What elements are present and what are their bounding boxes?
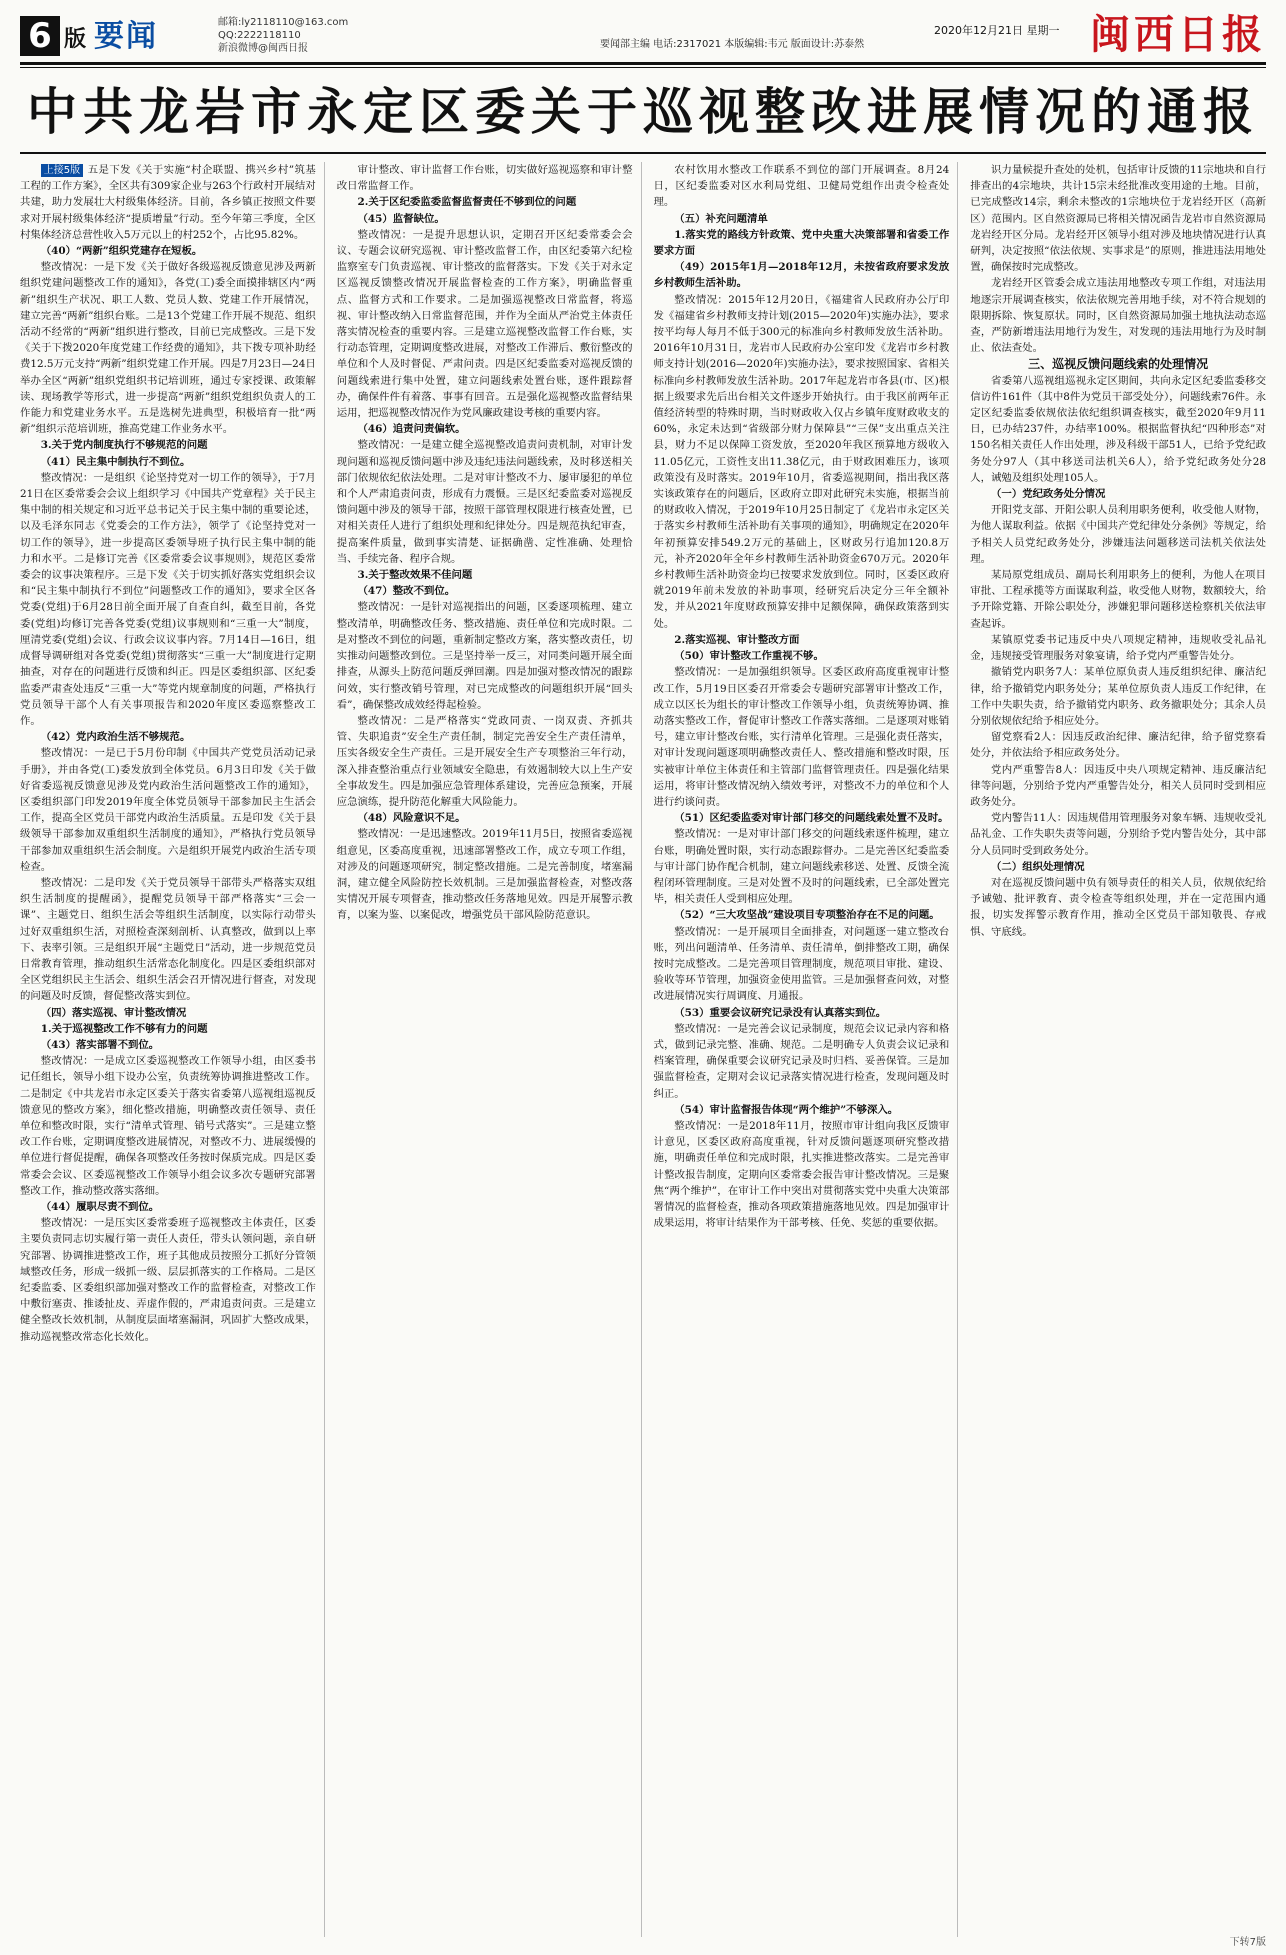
subheading: （二）组织处理情况 bbox=[991, 860, 1085, 873]
page-number: 6 bbox=[20, 16, 60, 56]
paragraph: 整改情况：一是针对巡视指出的问题，区委逐项梳理、建立整改清单，明确整改任务、整改措施、责任单位和完成时限。二是对整改不到位的问题，重新制定整改方案，落实整改责任，切实推动问题整改到位。三是坚持举一反三，对同类问题开展全面排查，从源头上防范问题反弹回潮。四是加强对整改情况的跟踪问效，实行整改销号管理，对已完成整改的问题组织开展“回头看”，确保整改成效经得起检验。 bbox=[336, 601, 633, 711]
subheading: 2.落实巡视、审计整改方面 bbox=[674, 633, 800, 646]
subheading: （四）落实巡视、审计整改情况 bbox=[40, 1006, 187, 1019]
continued-note: 下转7版 bbox=[1229, 1937, 1266, 1948]
continued-from-tag: 上接5版 bbox=[41, 164, 83, 177]
headline: 中共龙岩市永定区委关于巡视整改进展情况的通报 bbox=[27, 83, 1259, 141]
subheading: （54）审计监督报告体现“两个维护”不够深入。 bbox=[674, 1103, 899, 1116]
paragraph: 对在巡视反馈问题中负有领导责任的相关人员，依规依纪给予诫勉、批评教育、责令检查等组织处理，并在一定范围内通报，切实发挥警示教育作用，推动全区党员干部知敬畏、存戒惧、守底线。 bbox=[970, 876, 1266, 938]
paragraph: 审计整改、审计监督工作台账，切实做好巡视巡察和审计整改日常监督工作。 bbox=[336, 164, 633, 193]
issue-date: 2020年12月21日 星期一 bbox=[934, 24, 1060, 37]
page-suffix: 版 bbox=[64, 27, 87, 52]
header-rule bbox=[20, 62, 1266, 65]
subheading: （41）民主集中制执行不到位。 bbox=[40, 455, 191, 468]
subheading: （一）党纪政务处分情况 bbox=[991, 488, 1106, 501]
paragraph: 整改情况：一是对审计部门移交的问题线索逐件梳理，建立台账，明确处置时限，实行动态跟踪督办。二是完善区纪委监委与审计部门协作配合机制，建立问题线索移送、处置、反馈全流程闭环管理制度。三是对处置不及时的问题线索，已全部处置完毕，相关责任人受到相应处理。 bbox=[653, 828, 950, 906]
subheading: （52）“三大攻坚战”建设项目专项整治存在不足的问题。 bbox=[674, 909, 940, 922]
subheading: （45）监督缺位。 bbox=[357, 212, 445, 225]
subheading: （42）党内政治生活不够规范。 bbox=[40, 731, 191, 744]
subheading: （48）风险意识不足。 bbox=[357, 812, 466, 825]
paragraph: 整改情况：2015年12月20日，《福建省人民政府办公厅印发《福建省乡村教师支持计划(2015—2020年)实施办法》，要求按平均每人每月不低于300元的标准向乡村教师发放生活补助。2016年10月31日，龙岩市人民政府办公室印发《龙岩市乡村教师支持计划(2016—2020年)实施办法》，要求按照国家、省相关标准向乡村教师发放生活补助。2017年起龙岩市各县(市、区)根据上级要求先后出台相关文件逐步开始执行。由于我区前两年正值经济转型的特殊时期，当时财政收入仅占乡镇年度财政收支的60%，永定未达到“省级部分财力保障县”“三保”支出重点关注县，财力不足以保障工资发放，至2020年我区预算地方级收入11.05亿元，工资性支出11.38亿元，由于财政困难压力，该项政策没有及时落实。2019年10月，省委巡视期间，指出我区落实该政策存在的问题后，区政府立即对此研究未实施，根据当前的财政收入情况，于2019年10月25日制定了《龙岩市永定区关于落实乡村教师生活补助有关事项的通知》，明确规定在2020年年初预算安排549.2万元的基础上，区财政另行追加120.8万元，补齐2020年全年乡村教师生活补助资金670万元。2020年乡村教师生活补助资金均已按要求发放到位。同时，区委区政府就2019年前未发放的补助事项，经研究后决定分三年全额补发，并从2021年度财政预算安排中足额保障，确保政策落到实处。 bbox=[653, 293, 950, 630]
part-heading: 三、巡视反馈问题线索的处理情况 bbox=[1028, 357, 1209, 372]
paragraph: 龙岩经开区管委会成立违法用地整改专项工作组，对违法用地逐宗开展调查核实，依法依规完善用地手续，对不符合规划的限期拆除、恢复原状。同时，区自然资源局加强土地执法动态巡查，严防新增违法用地行为发生，对发现的违法用地行为及时制止、依法查处。 bbox=[970, 277, 1266, 355]
article-column-2 bbox=[337, 162, 642, 1937]
paragraph: 整改情况：二是严格落实“党政同责、一岗双责、齐抓共管、失职追责”安全生产责任制，制定完善安全生产责任清单，压实各级安全生产责任。三是开展安全生产专项整治三年行动，深入排查整治重点行业领域安全隐患，有效遏制较大以上生产安全事故发生。四是加强应急管理体系建设，完善应急预案，开展应急演练，提升防范化解重大风险能力。 bbox=[336, 714, 633, 808]
paragraph: 整改情况：一是提升思想认识，定期召开区纪委常委会会议、专题会议研究巡视、审计整改监督工作，由区纪委第六纪检监察室专门负责巡视、审计整改的监督落实。下发《关于对永定区巡视反馈整改情况开展监督检查的工作方案》，明确监督重点、监督方式和工作要求。二是加强巡视整改日常监督，将巡视、审计整改纳入日常监督范围，并作为全面从严治党主体责任落实情况检查的重要内容。三是建立巡视整改监督工作台账，实行动态管理，定期调度整改进展，对整改工作滞后、敷衍整改的单位和个人及时督促、严肃问责。四是区纪委监委对巡视反馈的问题线索进行集中处置，建立问题线索处置台账，逐件跟踪督办，确保件件有着落、事事有回音。五是强化巡视整改监督结果运用，把巡视整改情况作为党风廉政建设考核的重要内容。 bbox=[336, 228, 633, 420]
subheading: （46）追责问责偏软。 bbox=[357, 423, 466, 436]
subheading: （43）落实部署不到位。 bbox=[40, 1038, 160, 1051]
paragraph: 整改情况：一是建立健全巡视整改追责问责机制，对审计发现问题和巡视反馈问题中涉及违纪违法问题线索，及时移送相关部门依规依纪依法处理。二是对审计整改不力、屡审屡犯的单位和个人严肃追责问责，形成有力震慑。三是区纪委监委对巡视反馈问题中涉及的领导干部，按照干部管理权限进行核查处置，已对相关责任人进行了组织处理和纪律处分。四是规范执纪审查，提高案件质量，做到事实清楚、证据确凿、定性准确、处理恰当、手续完备、程序合规。 bbox=[336, 439, 633, 565]
paragraph: 识力量候提升查处的处机，包括审计反馈的11宗地块和自行排查出的4宗地块，共计15宗未经批准改变用途的土地。目前，已完成整改14宗，剩余未整改的1宗地块位于龙岩经开区（高新区）范围内。区自然资源局已将相关情况函告龙岩市自然资源局龙岩经开区分局。龙岩经开区领导小组对涉及地块情况进行认真研判，决定按照“依法依规、实事求是”的原则，推进违法用地处置，确保按时完成整改。 bbox=[970, 164, 1266, 274]
subheading: （51）区纪委监委对审计部门移交的问题线索处置不及时。 bbox=[674, 812, 949, 825]
paragraph: 整改情况：一是迅速整改。2019年11月5日，按照省委巡视组意见，区委高度重视，迅速部署整改工作，成立专项工作组，对涉及的问题逐项研究，制定整改措施。二是完善制度，堵塞漏洞，建立健全风险防控长效机制。三是加强监督检查，对整改落实情况开展专项督查，推动整改任务落地见效。四是开展警示教育，以案为鉴、以案促改，增强党员干部风险防范意识。 bbox=[336, 828, 633, 922]
paragraph: 整改情况：一是成立区委巡视整改工作领导小组，由区委书记任组长，领导小组下设办公室，负责统筹协调推进整改工作。二是制定《中共龙岩市永定区委关于落实省委第八巡视组巡视反馈意见的整改方案》，细化整改措施，明确整改责任领导、责任单位和整改时限，实行“清单式管理、销号式落实”。三是建立整改工作台账，定期调度整改进展情况，对整改不力、进展缓慢的单位进行督促提醒，确保各项整改任务按时保质完成。四是区委常委会会议、区委巡视整改工作领导小组会议多次专题研究部署整改工作，推动整改落实落细。 bbox=[20, 1055, 316, 1197]
paragraph: 整改情况：二是印发《关于党员领导干部带头严格落实双组织生活制度的提醒函》，提醒党员领导干部严格落实“三会一课”、主题党日、组织生活会等组织生活制度，以实际行动带头过好双重组织生活，对照检查深刻剖析、认真整改，做到以上率下、表率引领。三是组织开展“主题党日”活动，进一步规范党员日常教育管理，推动组织生活常态化制度化。四是区委组织部对全区党组织民主生活会、组织生活会召开情况进行督查，对发现的问题及时反馈，督促整改落实到位。 bbox=[20, 876, 316, 1003]
paragraph: 党内严重警告8人：因违反中央八项规定精神、违反廉洁纪律等问题，分别给予党内严重警告处分，相关人员同时受到相应政务处分。 bbox=[970, 763, 1266, 808]
subheading: 1.关于巡视整改工作不够有力的问题 bbox=[40, 1022, 208, 1035]
paragraph: 党内警告11人：因违规借用管理服务对象车辆、违规收受礼品礼金、工作失职失责等问题，分别给予党内警告处分，其中部分人员同时受到政务处分。 bbox=[970, 812, 1266, 857]
header-rule-thin bbox=[20, 67, 1266, 68]
paragraph: 整改情况：一是开展项目全面排查，对问题逐一建立整改台账，列出问题清单、任务清单、责任清单，倒排整改工期，确保按时完成整改。二是完善项目管理制度，规范项目审批、建设、验收等环节管理，加强资金使用监管。三是加强督查问效，对整改进展情况实行周调度、月通报。 bbox=[653, 925, 950, 1003]
article-column-4 bbox=[970, 162, 1266, 1937]
subheading: （53）重要会议研究记录没有认真落实到位。 bbox=[674, 1006, 887, 1019]
paragraph: 整改情况：一是2018年11月，按照市审计组向我区反馈审计意见，区委区政府高度重视，针对反馈问题逐项研究整改措施，明确责任单位和完成时限，扎实推进整改落实。二是完善审计整改报告制度，定期向区委常委会报告审计整改情况。三是聚焦“两个维护”，在审计工作中突出对贯彻落实党中央重大决策部署情况的监督检查，推动各项政策措施落地见效。四是加强审计成果运用，将审计结果作为干部考核、任免、奖惩的重要依据。 bbox=[653, 1119, 950, 1230]
subheading: 1.落实党的路线方针政策、党中央重大决策部署和省委工作要求方面 bbox=[653, 228, 950, 258]
contact-info: 邮箱:ly2118110@163.com QQ:2222118110 新浪微博@闽西日报 bbox=[218, 17, 349, 54]
headline-rule bbox=[20, 152, 1266, 154]
paragraph: 农村饮用水整改工作联系不到位的部门开展调查。8月24日，区纪委监委对区水利局党组、卫健局党组作出责令检查处理。 bbox=[653, 164, 950, 209]
section-title: 要闻 bbox=[94, 19, 158, 54]
paragraph: 省委第八巡视组巡视永定区期间，共向永定区纪委监委移交信访件161件（其中8件为党员干部受处分），问题线索76件。永定区纪委监委依规依法依纪组织调查核实，截至2020年9月11日，已办结237件，办结率100%。根据监督执纪“四种形态”对150名相关责任人作出处理，涉及科级干部51人，已给予党纪政务处分97人（其中移送司法机关6人），给予党纪政务处分28人，诫勉及组织处理105人。 bbox=[970, 374, 1266, 484]
article-columns bbox=[20, 162, 1266, 1937]
subheading: （五）补充问题清单 bbox=[674, 212, 768, 225]
subheading: 2.关于区纪委监委监督监督责任不够到位的问题 bbox=[357, 196, 577, 209]
subheading: 3.关于整改效果不佳问题 bbox=[357, 569, 473, 582]
subheading: （47）整改不到位。 bbox=[357, 585, 456, 598]
subheading: （40）“两新”组织党建存在短板。 bbox=[40, 245, 203, 258]
paragraph: 撤销党内职务7人：某单位原负责人违反组织纪律、廉洁纪律，给予撤销党内职务处分；某单位原负责人违反工作纪律，在工作中失职失责，给予撤销党内职务、政务撤职处分；其余人员分别依规依纪给予相应处分。 bbox=[970, 666, 1266, 727]
newspaper-logo: 闽西日报 bbox=[1090, 11, 1266, 58]
subheading: （49）2015年1月—2018年12月，未按省政府要求发放乡村教师生活补助。 bbox=[653, 261, 950, 290]
page-header bbox=[20, 11, 1266, 60]
subheading: （50）审计整改工作重视不够。 bbox=[674, 650, 824, 663]
article-column-3 bbox=[654, 162, 959, 1937]
paragraph: 某镇原党委书记违反中央八项规定精神，违规收受礼品礼金，违规接受管理服务对象宴请，给予党内严重警告处分。 bbox=[970, 633, 1266, 663]
paragraph: 整改情况：一是下发《关于做好各级巡视反馈意见涉及两新组织党建问题整改工作的通知》，各党(工)委全面摸排辖区内“两新”组织生产状况、职工人数、党员人数、党建工作开展情况，建立完善“两新”组织台账。二是13个党建工作开展不规范、组织活动不经常的“两新”组织进行整改，目前已完成整改。三是下发《关于下拨2020年度党建工作经费的通知》，共下拨专项补助经费12.5万元支持“两新”组织党建工作开展。四是7月23日—24日举办全区“两新”组织党组织书记培训班，通过专家授课、政策解读、现场教学等形式，进一步提高“两新”组织党组织负责人的工作能力和党建业务水平。五是选树先进典型，积极培育一批“两新”组织示范培训班，推高党建工作业务水平。 bbox=[20, 261, 316, 436]
article-column-1 bbox=[20, 162, 325, 1937]
subheading: 3.关于党内制度执行不够规范的问题 bbox=[40, 439, 208, 452]
paragraph: 整改情况：一是已于5月份印制《中国共产党党员活动记录手册》，并由各党(工)委发放到全体党员。6月3日印发《关于做好省委巡视反馈意见涉及党内政治生活问题整改工作的通知》，区委组织部门印发2019年度全体党员领导干部参加民主生活会工作，提高全区党员干部党内政治生活质量。五是印发《关于县级领导干部参加双重组织生活制度的通知》，严格执行党员领导干部参加双重组织生活会制度。六是组织开展党内政治生活专项检查。 bbox=[20, 747, 316, 873]
paragraph: 开阳党支部、开阳公职人员利用职务便利，收受他人财物，为他人谋取利益。依据《中国共产党纪律处分条例》等规定，给予相关人员党纪政务处分，涉嫌违法问题移送司法机关依法处理。 bbox=[970, 504, 1266, 565]
paragraph: 整改情况：一是组织《论坚持党对一切工作的领导》，于7月21日在区委常委会会议上组织学习《中国共产党章程》关于民主集中制的相关规定和习近平总书记关于民主集中制的重要论述，以及毛泽东同志《党委会的工作方法》，领学了《论坚持党对一切工作的领导》，进一步提高区委领导班子执行民主集中制的能力和水平。二是修订完善《区委常委会议事规则》，规范区委常委会的议事决策程序。三是下发《关于切实抓好落实党组织会议和“民主集中制执行不到位”问题整改工作的通知》，要求全区各党委(党组)于6月28日前全面开展了自查自纠，截至目前，各党委(党组)均修订完善各党委(党组)议事规则和“三重一大”制度，厘清党委(党组)会议、行政会议议事内容。7月14日—16日，组成督导调研组对各党委(党组)贯彻落实“三重一大”制度进行定期抽查，对存在的问题进行反馈和纠正。四是区委组织部、区纪委监委严肃查处违反“三重一大”等党内规章制度的问题，严格执行党员领导干部个人有关事项报告和2020年度区委巡察整改工作。 bbox=[20, 471, 316, 727]
paragraph: 整改情况：一是压实区委常委班子巡视整改主体责任，区委主要负责同志切实履行第一责任人责任，带头认领问题，亲自研究部署、协调推进整改工作，班子其他成员按照分工抓好分管领域整改任务，形成一级抓一级、层层抓落实的工作格局。二是区纪委监委、区委组织部加强对整改工作的监督检查，对整改工作中敷衍塞责、推诿扯皮、弄虚作假的，严肃追责问责。三是建立健全整改长效机制，从制度层面堵塞漏洞，巩固扩大整改成果，推动巡视整改常态化长效化。 bbox=[20, 1217, 316, 1343]
paragraph: 整改情况：一是完善会议记录制度，规范会议记录内容和格式，做到记录完整、准确、规范。二是明确专人负责会议记录和档案管理，确保重要会议研究记录及时归档、妥善保管。三是加强监督检查，定期对会议记录落实情况进行检查，发现问题及时纠正。 bbox=[653, 1022, 950, 1100]
paragraph: 整改情况：一是加强组织领导。区委区政府高度重视审计整改工作，5月19日区委召开常委会专题研究部署审计整改工作，成立以区长为组长的审计整改工作领导小组，负责统筹协调、推动落实整改工作，督促审计整改工作落实落细。二是逐项对账销号，建立审计整改台账，实行清单化管理。三是强化责任落实，对审计发现问题逐项明确整改责任人、整改措施和整改时限，压实被审计单位主体责任和主管部门监督管理责任。四是强化结果运用，将审计整改情况纳入绩效考评，对整改不力的单位和个人进行约谈问责。 bbox=[653, 666, 950, 808]
paragraph: 留党察看2人：因违反政治纪律、廉洁纪律，给予留党察看处分，并依法给予相应政务处分。 bbox=[970, 731, 1266, 760]
subheading: （44）履职尽责不到位。 bbox=[40, 1201, 160, 1213]
paragraph: 上接5版 五是下发《关于实施“村企联盟、携兴乡村”筑基工程的工作方案》，全区共有309家企业与263个行政村开展结对共建，助力发展壮大村级集体经济。目前，各乡镇正按照文件要求对开展村级集体经济“提质增量”行动。至今年第三季度，全区村集体经济总营性收入5万元以上的村252个，占比95.82%。 bbox=[20, 164, 316, 241]
editor-credits: 要闻部主编 电话:2317021 本版编辑:韦元 版面设计:苏泰然 bbox=[600, 39, 865, 50]
paragraph: 某局原党组成员、副局长利用职务上的便利，为他人在项目审批、工程承揽等方面谋取利益，收受他人财物，数额较大，给予开除党籍、开除公职处分，涉嫌犯罪问题移送检察机关依法审查起诉。 bbox=[970, 569, 1266, 630]
